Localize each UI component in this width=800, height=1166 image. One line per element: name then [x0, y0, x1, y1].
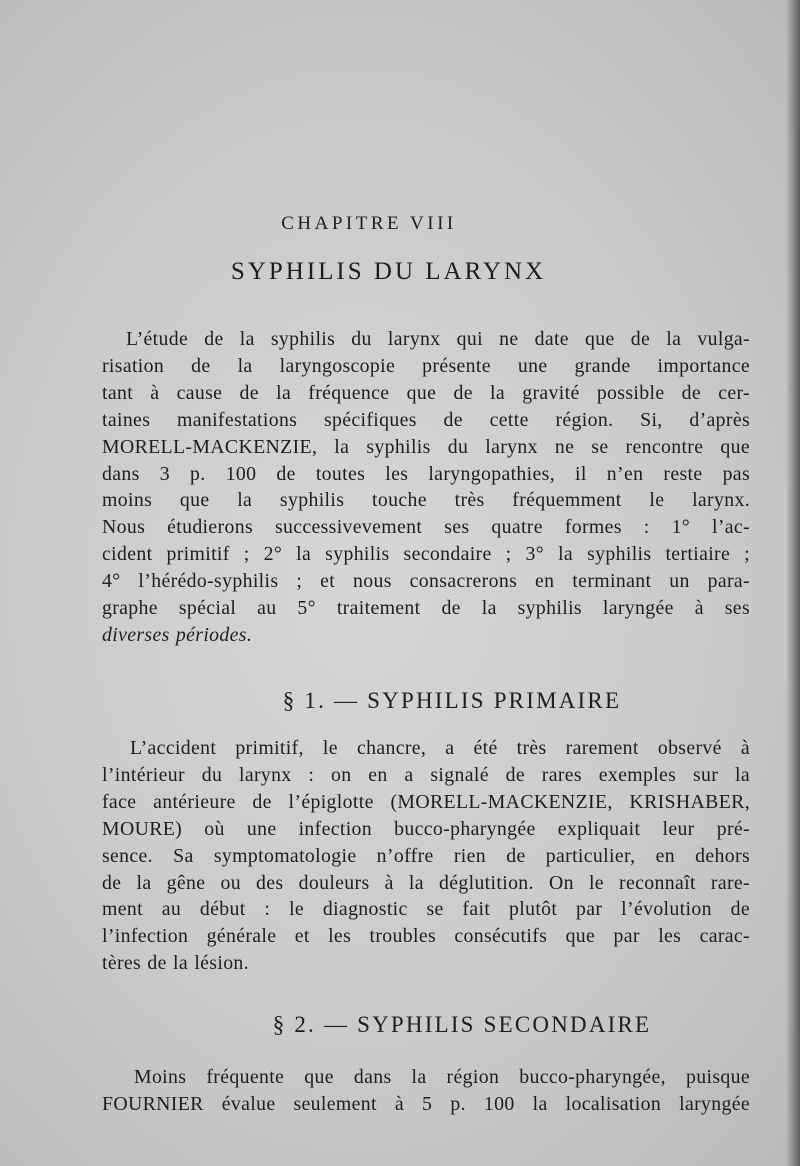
paragraph-line: sence. Sa symptomatologie n’offre rien de particulier, en dehors [102, 844, 750, 867]
page-edge-shadow [786, 0, 800, 1166]
paragraph-line: face antérieure de l’épiglotte (MORELL-MACKENZIE, KRISHABER, [102, 790, 750, 813]
paragraph-line: MOURE) où une infection bucco-pharyngée expliquait leur pré- [102, 817, 750, 840]
paragraph-line: l’intérieur du larynx : on en a signalé de rares exemples sur la [102, 763, 750, 786]
paragraph-line: 4° l’hérédo-syphilis ; et nous consacrerons en terminant un para- [102, 570, 750, 593]
paragraph-line: Nous étudierons successivevement ses quatre formes : 1° l’ac- [102, 516, 750, 539]
paragraph-line: diverses périodes. [102, 623, 253, 646]
paragraph-line: graphe spécial au 5° traitement de la syphilis laryngée à ses [102, 597, 750, 620]
paragraph-line: dans 3 p. 100 de toutes les laryngopathies, il n’en reste pas [102, 462, 750, 485]
paragraph-line: ment au début : le diagnostic se fait plutôt par l’évolution de [102, 898, 750, 921]
paragraph-line: L’étude de la syphilis du larynx qui ne date que de la vulga- [126, 328, 750, 350]
paragraph-line: cident primitif ; 2° la syphilis secondaire ; 3° la syphilis tertiaire ; [102, 543, 750, 566]
section-2-paragraph [102, 1064, 750, 1118]
paragraph-line: moins que la syphilis touche très fréquemment le larynx. [102, 489, 750, 512]
section-1-paragraph [102, 735, 750, 977]
section-1-heading: § 1. — SYPHILIS PRIMAIRE [282, 688, 622, 713]
paragraph-line: taines manifestations spécifiques de cette région. Si, d’après [102, 408, 750, 431]
chapter-number: CHAPITRE VIII [281, 213, 457, 234]
intro-paragraph [102, 326, 750, 649]
paragraph-line: l’infection générale et les troubles consécutifs que par les carac- [102, 925, 750, 948]
paragraph-line: FOURNIER évalue seulement à 5 p. 100 la localisation laryngée [102, 1092, 750, 1115]
paragraph-line: Moins fréquente que dans la région bucco-pharyngée, puisque [134, 1066, 750, 1088]
paragraph-line: risation de la laryngoscopie présente une grande importance [102, 354, 750, 377]
section-2-heading: § 2. — SYPHILIS SECONDAIRE [272, 1012, 652, 1037]
paragraph-line: L’accident primitif, le chancre, a été très rarement observé à [130, 737, 750, 759]
chapter-title: SYPHILIS DU LARYNX [230, 258, 547, 285]
paragraph-line: tères de la lésion. [102, 952, 249, 975]
paragraph-line: MORELL-MACKENZIE, la syphilis du larynx ne se rencontre que [102, 435, 750, 458]
paragraph-line: de la gêne ou des douleurs à la déglutition. On le reconnaît rare- [102, 871, 750, 894]
paragraph-line: tant à cause de la fréquence que de la gravité possible de cer- [102, 381, 750, 404]
